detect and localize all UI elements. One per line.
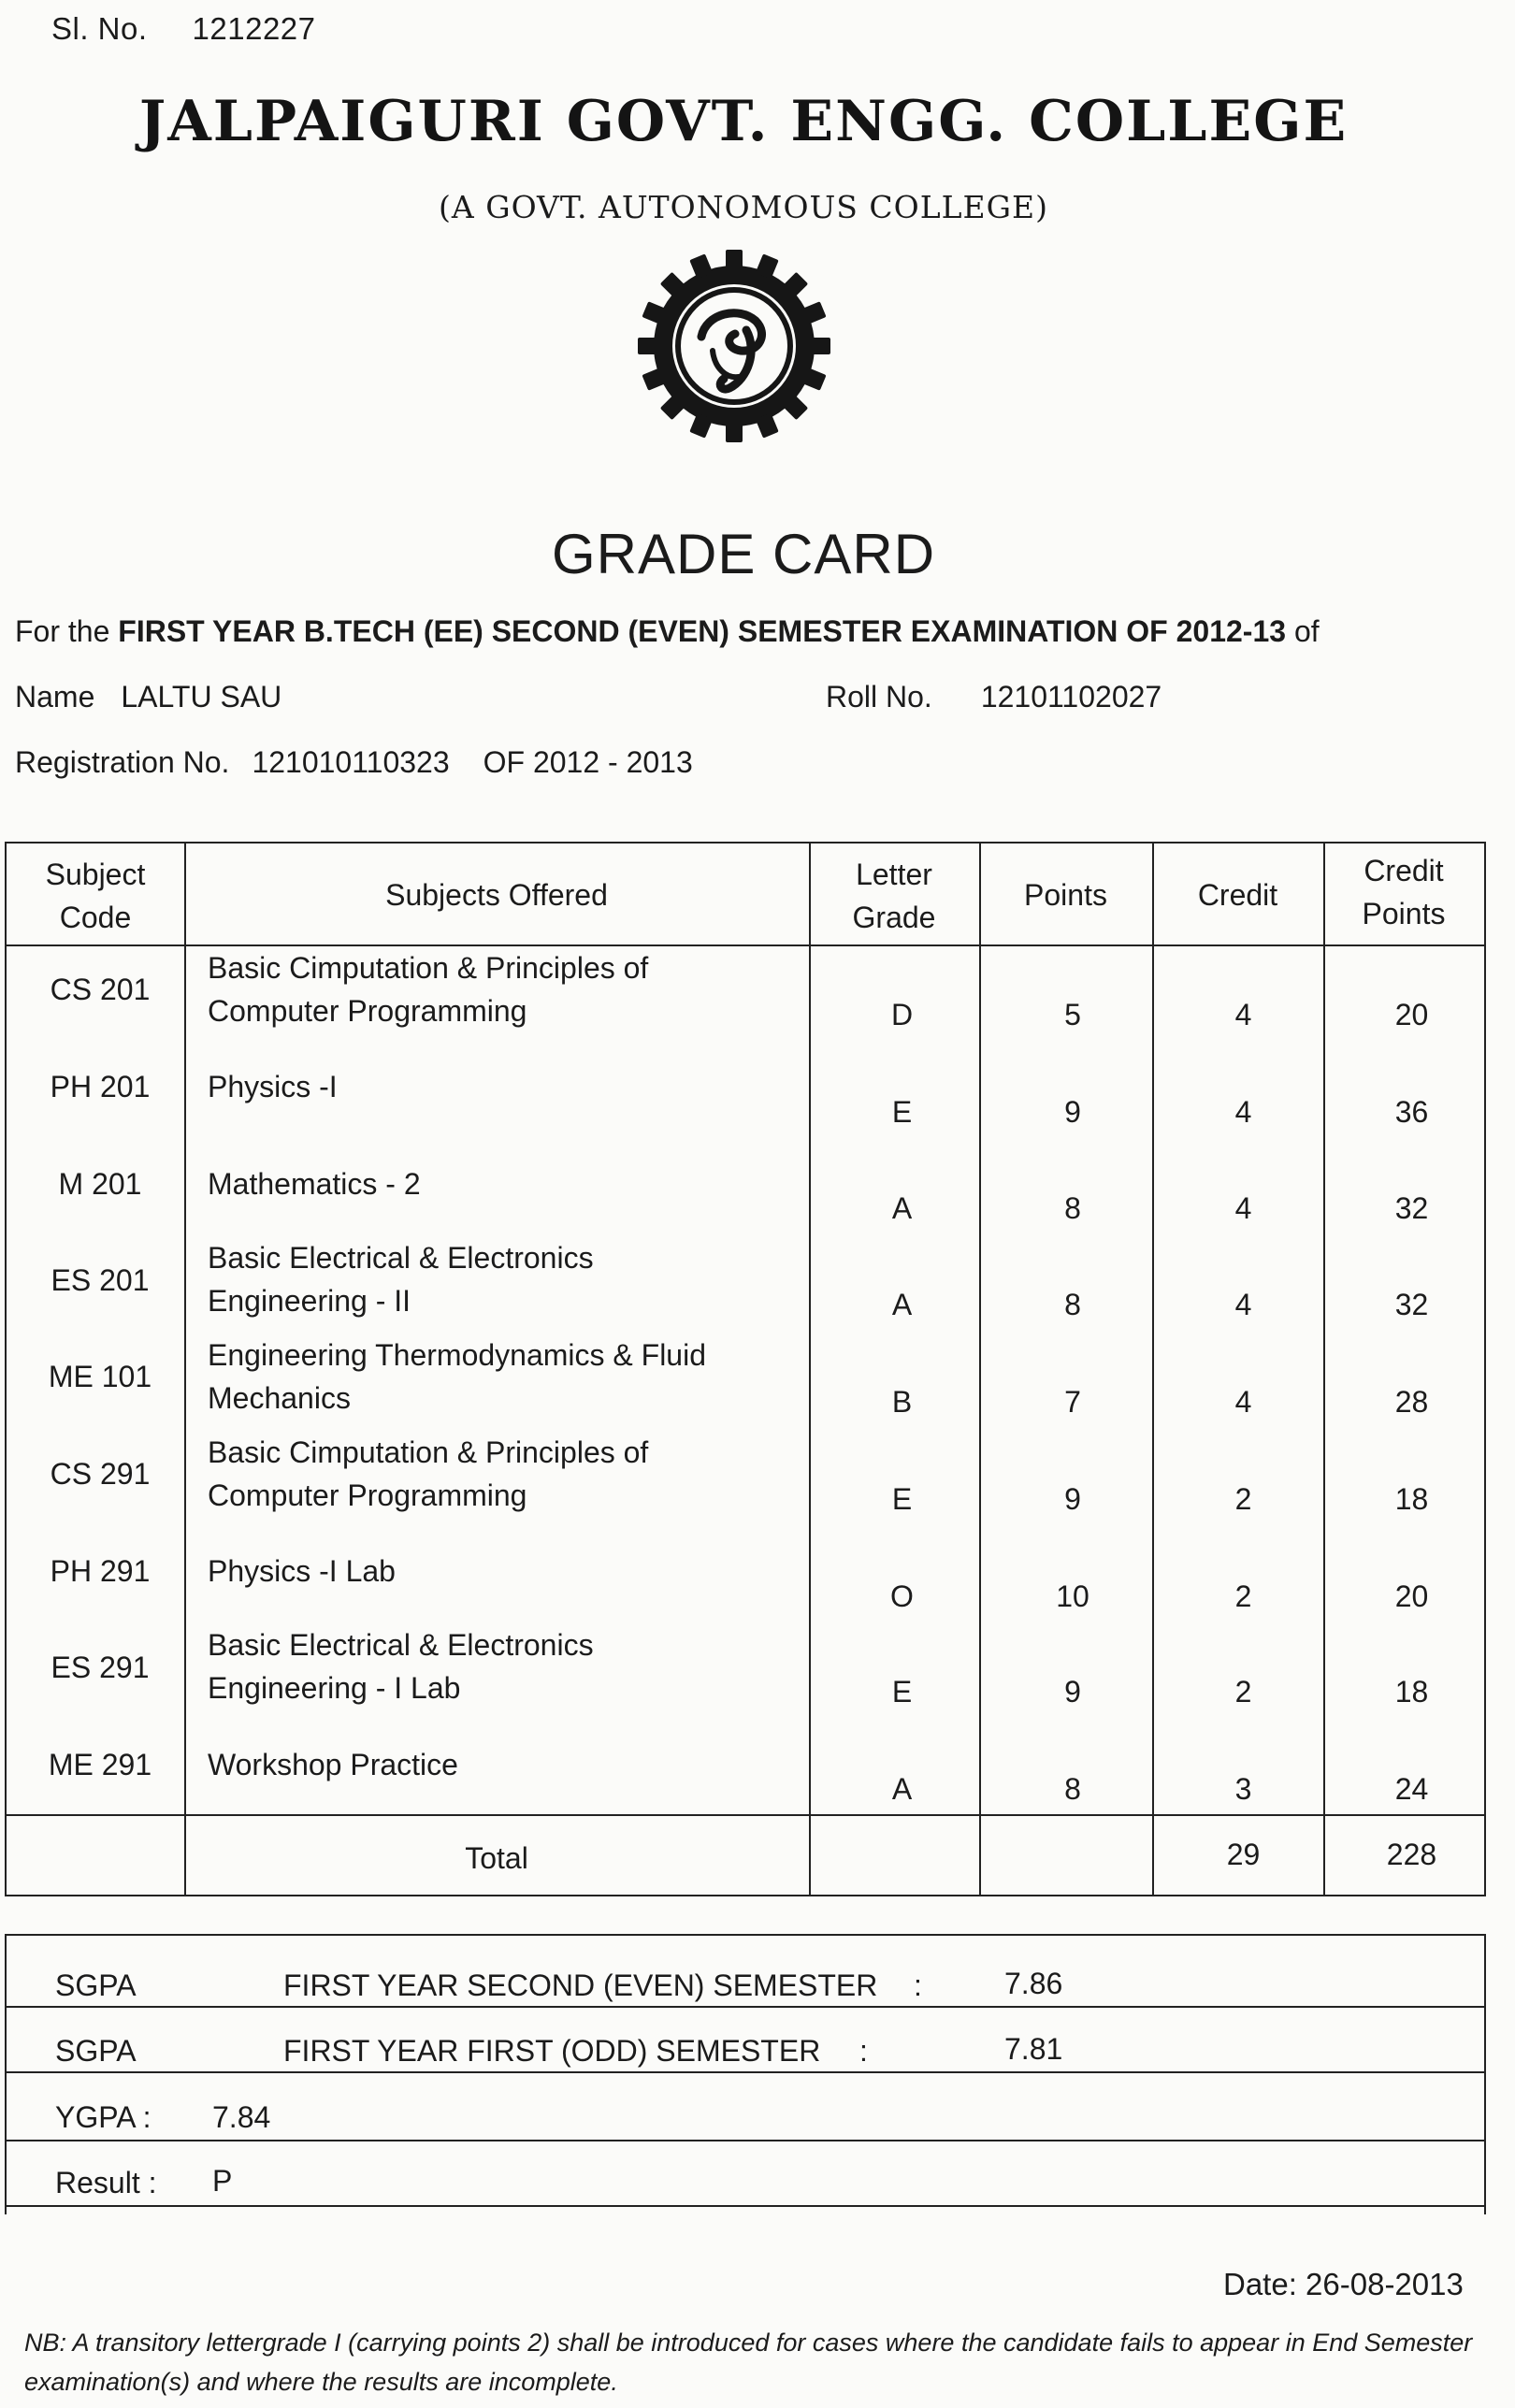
header-credit: Credit bbox=[1197, 878, 1278, 912]
row-letter-grade: E bbox=[891, 1675, 913, 1709]
row-credit: 2 bbox=[1234, 1675, 1252, 1709]
row-subject-code: M 201 bbox=[58, 1167, 142, 1201]
subject-line1: Basic Cimputation & Principles of bbox=[208, 951, 649, 985]
column-divider bbox=[809, 844, 811, 1896]
row-credit: 2 bbox=[1234, 1482, 1252, 1516]
row-subject-code: PH 201 bbox=[50, 1070, 151, 1103]
row-subject-code: PH 291 bbox=[50, 1554, 151, 1588]
subject-line2: Computer Programming bbox=[208, 1478, 527, 1512]
row-points: 7 bbox=[1064, 1385, 1081, 1419]
result-label: Result : bbox=[55, 2166, 157, 2199]
row-subject-code: ME 101 bbox=[48, 1360, 152, 1393]
roll-number-row bbox=[826, 680, 1162, 714]
row-subject-code: ES 201 bbox=[50, 1263, 150, 1297]
row-subject-code: ES 291 bbox=[50, 1651, 150, 1684]
registration-session: OF 2012 - 2013 bbox=[483, 745, 693, 779]
total-credit: 29 bbox=[1226, 1838, 1261, 1871]
row-letter-grade: A bbox=[891, 1772, 913, 1806]
sgpa-even-value: 7.86 bbox=[1004, 1967, 1063, 2000]
subject-line1: Basic Cimputation & Principles of bbox=[208, 1435, 649, 1469]
row-subject-name bbox=[208, 1550, 806, 1593]
row-credit: 4 bbox=[1234, 1191, 1252, 1225]
header-subjects-offered: Subjects Offered bbox=[385, 878, 608, 912]
roll-label: Roll No. bbox=[826, 680, 932, 714]
row-credit: 4 bbox=[1234, 1288, 1252, 1321]
total-label: Total bbox=[465, 1841, 528, 1875]
row-credit-points: 36 bbox=[1394, 1095, 1429, 1129]
sgpa-odd-label: SGPA bbox=[55, 2034, 137, 2068]
grade-card-title: GRADE CARD bbox=[551, 523, 936, 585]
header-code-line2: Code bbox=[59, 901, 132, 934]
row-subject-name bbox=[208, 1162, 806, 1205]
serial-number bbox=[51, 11, 316, 47]
row-credit-points: 18 bbox=[1394, 1482, 1429, 1516]
row-points: 9 bbox=[1064, 1675, 1081, 1709]
subject-line1: Engineering Thermodynamics & Fluid bbox=[208, 1338, 706, 1372]
registration-number: 121010110323 bbox=[252, 745, 450, 779]
row-points: 8 bbox=[1064, 1191, 1081, 1225]
row-subject-code: ME 291 bbox=[48, 1748, 152, 1781]
row-letter-grade: B bbox=[891, 1385, 913, 1419]
name-label: Name bbox=[15, 680, 95, 714]
student-name: LALTU SAU bbox=[121, 680, 282, 714]
exam-prefix: For the bbox=[15, 614, 110, 648]
subject-line1: Basic Electrical & Electronics bbox=[208, 1241, 594, 1275]
row-credit-points: 32 bbox=[1394, 1288, 1429, 1321]
row-points: 8 bbox=[1064, 1772, 1081, 1806]
header-letter-grade bbox=[809, 853, 979, 939]
gpa-divider bbox=[7, 2205, 1484, 2207]
sgpa-odd-colon: : bbox=[859, 2034, 868, 2068]
roll-number: 12101102027 bbox=[980, 680, 1162, 714]
serial-value: 1212227 bbox=[192, 11, 316, 46]
row-credit: 2 bbox=[1234, 1579, 1252, 1613]
row-credit: 4 bbox=[1234, 1095, 1252, 1129]
subject-line1: Physics -I bbox=[208, 1070, 338, 1103]
row-credit: 3 bbox=[1234, 1772, 1252, 1806]
college-name: JALPAIGURI GOVT. ENGG. COLLEGE bbox=[138, 89, 1349, 154]
ygpa-label: YGPA : bbox=[55, 2100, 152, 2134]
grades-table bbox=[5, 842, 1486, 1896]
row-credit-points: 18 bbox=[1394, 1675, 1429, 1709]
row-letter-grade: A bbox=[891, 1191, 913, 1225]
row-subject-name bbox=[208, 1743, 806, 1786]
row-letter-grade: E bbox=[891, 1482, 913, 1516]
total-divider bbox=[7, 1814, 1484, 1816]
sgpa-even-description: FIRST YEAR SECOND (EVEN) SEMESTER bbox=[283, 1968, 878, 2002]
exam-title: FIRST YEAR B.TECH (EE) SECOND (EVEN) SEMESTER EXAMINATION OF 2012-13 bbox=[118, 614, 1287, 648]
row-letter-grade: E bbox=[891, 1095, 913, 1129]
row-subject-name bbox=[208, 1431, 806, 1517]
header-grade-line2: Grade bbox=[852, 901, 936, 934]
row-credit-points: 24 bbox=[1394, 1772, 1429, 1806]
header-credit-points bbox=[1323, 849, 1484, 935]
header-cp-line1: Credit bbox=[1364, 854, 1444, 887]
gpa-summary bbox=[5, 1934, 1486, 2214]
row-subject-name bbox=[208, 1065, 806, 1108]
row-points: 9 bbox=[1064, 1095, 1081, 1129]
row-letter-grade: O bbox=[890, 1579, 914, 1613]
gpa-divider bbox=[7, 2006, 1484, 2008]
sgpa-odd-value: 7.81 bbox=[1004, 2032, 1063, 2066]
student-name-row bbox=[15, 680, 281, 714]
row-points: 5 bbox=[1064, 998, 1081, 1031]
row-credit-points: 32 bbox=[1394, 1191, 1429, 1225]
row-subject-name bbox=[208, 1236, 806, 1322]
row-credit-points: 28 bbox=[1394, 1385, 1429, 1419]
subject-line1: Physics -I Lab bbox=[208, 1554, 396, 1588]
row-letter-grade: D bbox=[890, 998, 914, 1031]
row-letter-grade: A bbox=[891, 1288, 913, 1321]
serial-label: Sl. No. bbox=[51, 11, 148, 46]
subject-line2: Mechanics bbox=[208, 1381, 351, 1415]
subject-line1: Basic Electrical & Electronics bbox=[208, 1628, 594, 1662]
gpa-divider bbox=[7, 2140, 1484, 2141]
header-points: Points bbox=[1024, 878, 1107, 912]
row-subject-name bbox=[208, 1334, 806, 1420]
header-subject-code bbox=[7, 853, 184, 939]
row-credit: 4 bbox=[1234, 1385, 1252, 1419]
college-seal-logo bbox=[636, 248, 832, 444]
issue-date: Date: 26-08-2013 bbox=[1223, 2267, 1464, 2301]
subject-line1: Workshop Practice bbox=[208, 1748, 458, 1781]
sgpa-odd-description: FIRST YEAR FIRST (ODD) SEMESTER bbox=[283, 2034, 821, 2068]
row-subject-code: CS 291 bbox=[50, 1457, 151, 1491]
header-grade-line1: Letter bbox=[856, 858, 932, 891]
header-cp-line2: Points bbox=[1362, 897, 1446, 930]
footnote: NB: A transitory lettergrade I (carrying points 2) shall be introduced for cases where the candidate fails to appear in End Semester examination(s) and where the results are incomplete. bbox=[24, 2329, 1473, 2396]
row-subject-name bbox=[208, 946, 806, 1032]
row-credit-points: 20 bbox=[1394, 1579, 1429, 1613]
gpa-divider bbox=[7, 2071, 1484, 2073]
row-subject-code: CS 201 bbox=[50, 973, 151, 1006]
row-credit: 4 bbox=[1234, 998, 1252, 1031]
row-points: 8 bbox=[1064, 1288, 1081, 1321]
subject-line2: Computer Programming bbox=[208, 994, 527, 1028]
total-credit-points: 228 bbox=[1386, 1838, 1437, 1871]
ygpa-value: 7.84 bbox=[212, 2100, 271, 2134]
row-points: 9 bbox=[1064, 1482, 1081, 1516]
subject-line2: Engineering - I Lab bbox=[208, 1671, 461, 1705]
row-subject-name bbox=[208, 1623, 806, 1709]
registration-label: Registration No. bbox=[15, 745, 230, 779]
registration-row bbox=[15, 745, 693, 780]
row-points: 10 bbox=[1056, 1579, 1089, 1613]
college-subtitle: (A GOVT. AUTONOMOUS COLLEGE) bbox=[439, 189, 1048, 225]
exam-suffix: of bbox=[1293, 614, 1320, 648]
exam-description bbox=[15, 614, 1320, 649]
result-value: P bbox=[212, 2164, 233, 2198]
row-credit-points: 20 bbox=[1394, 998, 1429, 1031]
header-code-line1: Subject bbox=[45, 858, 146, 891]
subject-line2: Engineering - II bbox=[208, 1284, 411, 1318]
sgpa-even-colon: : bbox=[914, 1968, 922, 2002]
sgpa-even-label: SGPA bbox=[55, 1968, 137, 2002]
subject-line1: Mathematics - 2 bbox=[208, 1167, 421, 1201]
